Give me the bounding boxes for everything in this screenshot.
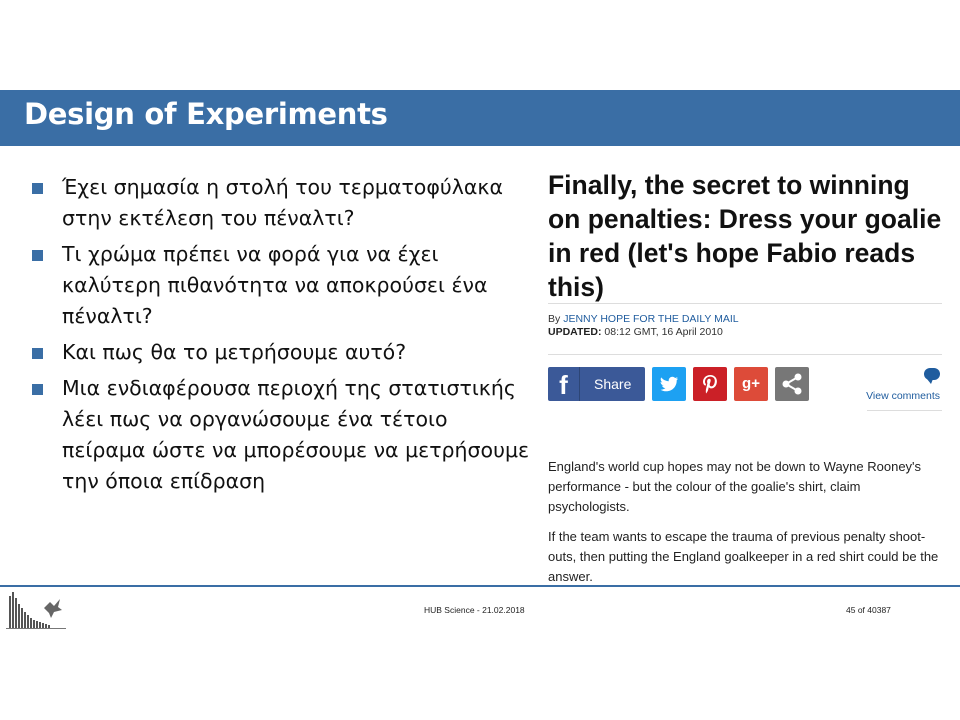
bullet-square-icon [32,348,43,359]
article-updated [548,326,723,338]
pinterest-icon [693,367,727,401]
facebook-icon: f [548,367,580,401]
twitter-icon [652,367,686,401]
footer-divider [0,585,960,587]
comment-bubble-icon [924,368,940,380]
bullet-text: Και πως θα το μετρήσουμε αυτό? [62,340,407,364]
article-screenshot [537,160,947,585]
facebook-share-label: Share [594,376,632,392]
updated-value: 08:12 GMT, 16 April 2010 [604,326,723,338]
bullet-list [30,172,530,502]
updated-label: UPDATED: [548,326,602,338]
bullet-item [30,239,530,332]
article-byline [548,313,739,325]
slide-title: Design of Experiments [24,97,388,131]
twitter-share-button[interactable] [652,367,686,401]
bullet-text: Έχει σημασία η στολή του τερματοφύλακα στην εκτέλεση του πέναλτι? [62,175,503,230]
article-paragraph: If the team wants to escape the trauma of previous penalty shoot-outs, then putting the England goalkeeper in a red shirt could be the answer. [548,529,939,584]
article-paragraph: England's world cup hopes may not be down to Wayne Rooney's performance - but the colour of the goalie's shirt, claim psychologists. [548,459,922,514]
bullet-item [30,172,530,234]
view-comments-label: View comments [866,390,940,402]
divider [548,354,942,355]
divider [548,303,942,304]
bullet-square-icon [32,250,43,261]
view-comments-link[interactable] [856,365,944,405]
bullet-text: Μια ενδιαφέρουσα περιοχή της στατιστικής λέει πως να οργανώσουμε ένα τέτοιο πείραμα ώστε να μπορέσουμε να μετρήσουμε την όποια επίδραση [62,376,530,493]
divider [867,410,942,411]
share-icon [775,367,809,401]
byline-prefix: By [548,313,561,325]
bullet-text: Τι χρώμα πρέπει να φορά για να έχει καλύτερη πιθανότητα να αποκρούσει ένα πέναλτι? [62,242,488,328]
hub-science-logo [6,588,66,630]
bullet-item [30,337,530,368]
footer-event: HUB Science - 21.02.2018 [424,605,525,615]
page-number: 45 of 40387 [846,605,891,615]
author-link[interactable]: JENNY HOPE FOR THE DAILY MAIL [563,313,739,325]
bullet-square-icon [32,183,43,194]
bullet-square-icon [32,384,43,395]
share-button[interactable] [775,367,809,401]
facebook-share-button[interactable] [548,367,645,401]
bullet-item [30,373,530,497]
article-headline: Finally, the secret to winning on penalties: Dress your goalie in red (let's hope Fabio reads this) [548,170,942,302]
googleplus-share-button[interactable]: g+ [734,367,768,401]
pinterest-share-button[interactable] [693,367,727,401]
